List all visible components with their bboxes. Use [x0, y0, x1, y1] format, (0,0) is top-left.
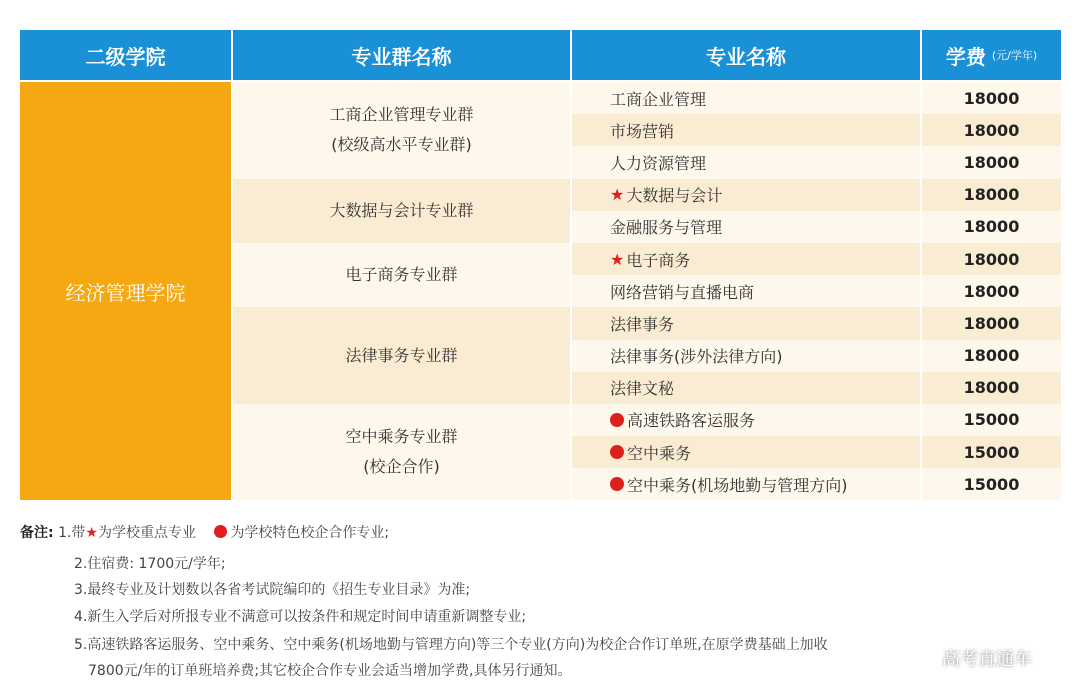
major-name: 法律事务: [610, 314, 675, 334]
fee-cell: 18000: [922, 307, 1061, 339]
header-fee: [922, 30, 1061, 80]
group-note: (校级高水平专业群): [331, 135, 472, 155]
group-name: 工商企业管理专业群: [329, 105, 474, 125]
major-name: 网络营销与直播电商: [610, 282, 755, 302]
fee-cell: 18000: [922, 82, 1061, 114]
major-cell: [572, 372, 920, 404]
header-group: 专业群名称: [233, 30, 570, 80]
major-cell: [572, 82, 920, 114]
group-name: 法律事务专业群: [345, 345, 458, 365]
note-3: 3.最终专业及计划数以各省考试院编印的《招生专业目录》为准;: [74, 582, 471, 598]
notes-label: 备注:: [20, 525, 54, 541]
major-cell: [572, 307, 920, 339]
fee-cell: 15000: [922, 436, 1061, 468]
star-icon: ★: [610, 185, 625, 205]
group-name: 大数据与会计专业群: [329, 200, 474, 220]
header-fee-label: 学费: [945, 44, 986, 69]
red-dot-icon: [610, 413, 624, 427]
major-cell: [572, 436, 920, 468]
major-name: 空中乘务(机场地勤与管理方向): [627, 475, 848, 495]
note-5-line-1: 5.高速铁路客运服务、空中乘务、空中乘务(机场地勤与管理方向)等三个专业(方向)为校企合作订单班,在原学费基础上加收: [74, 637, 828, 653]
group-note: (校企合作): [363, 457, 440, 477]
major-cell: [572, 211, 920, 243]
group-cell: [233, 82, 570, 179]
major-name: 电子商务: [626, 250, 691, 270]
note-4: 4.新生入学后对所报专业不满意可以按条件和规定时间申请重新调整专业;: [74, 609, 527, 625]
college-cell: 经济管理学院: [20, 82, 231, 500]
major-cell: [572, 275, 920, 307]
major-name: 高速铁路客运服务: [627, 411, 756, 431]
fee-cell: 18000: [922, 146, 1061, 178]
major-cell: [572, 340, 920, 372]
fee-cell: 18000: [922, 114, 1061, 146]
fee-cell: 18000: [922, 211, 1061, 243]
note-1-star-text: 为学校重点专业: [97, 525, 196, 541]
fee-cell: 18000: [922, 372, 1061, 404]
fee-cell: 15000: [922, 468, 1061, 500]
major-cell: [572, 179, 920, 211]
header-major: 专业名称: [572, 30, 920, 80]
group-cell: [233, 404, 570, 501]
major-name: 人力资源管理: [610, 153, 707, 173]
group-cell: [233, 243, 570, 307]
group-cell: [233, 179, 570, 243]
group-name: 电子商务专业群: [345, 265, 458, 285]
major-cell: [572, 243, 920, 275]
star-icon: ★: [85, 525, 98, 541]
red-dot-icon: [610, 445, 624, 459]
group-name: 空中乘务专业群: [345, 427, 458, 447]
major-cell: [572, 468, 920, 500]
red-dot-icon: [610, 477, 624, 491]
major-name: 法律文秘: [610, 379, 675, 399]
fee-cell: 15000: [922, 404, 1061, 436]
major-name: 市场营销: [610, 121, 675, 141]
major-cell: [572, 404, 920, 436]
watermark-text: 高考直通车: [942, 649, 1032, 670]
major-name: 工商企业管理: [610, 89, 707, 109]
note-1-dot-text: 为学校特色校企合作专业;: [230, 525, 390, 541]
note-5-line-2: 7800元/年的订单班培养费;其它校企合作专业会适当增加学费,具体另行通知。: [88, 663, 572, 679]
group-cell: [233, 307, 570, 404]
note-2: 2.住宿费: 1700元/学年;: [74, 556, 226, 572]
red-dot-icon: [214, 525, 227, 538]
header-college: 二级学院: [20, 30, 231, 80]
note-1: [20, 522, 389, 542]
major-cell: [572, 146, 920, 178]
major-name: 空中乘务: [627, 443, 692, 463]
fee-cell: 18000: [922, 340, 1061, 372]
fee-cell: 18000: [922, 243, 1061, 275]
fee-cell: 18000: [922, 179, 1061, 211]
star-icon: ★: [610, 249, 625, 269]
major-name: 金融服务与管理: [610, 218, 723, 238]
major-cell: [572, 114, 920, 146]
major-name: 大数据与会计: [626, 186, 723, 206]
major-name: 法律事务(涉外法律方向): [610, 347, 783, 367]
fee-cell: 18000: [922, 275, 1061, 307]
note-1-prefix: 1.带: [58, 525, 86, 541]
tuition-table: [20, 30, 1061, 500]
header-fee-unit: (元/学年): [991, 49, 1038, 62]
